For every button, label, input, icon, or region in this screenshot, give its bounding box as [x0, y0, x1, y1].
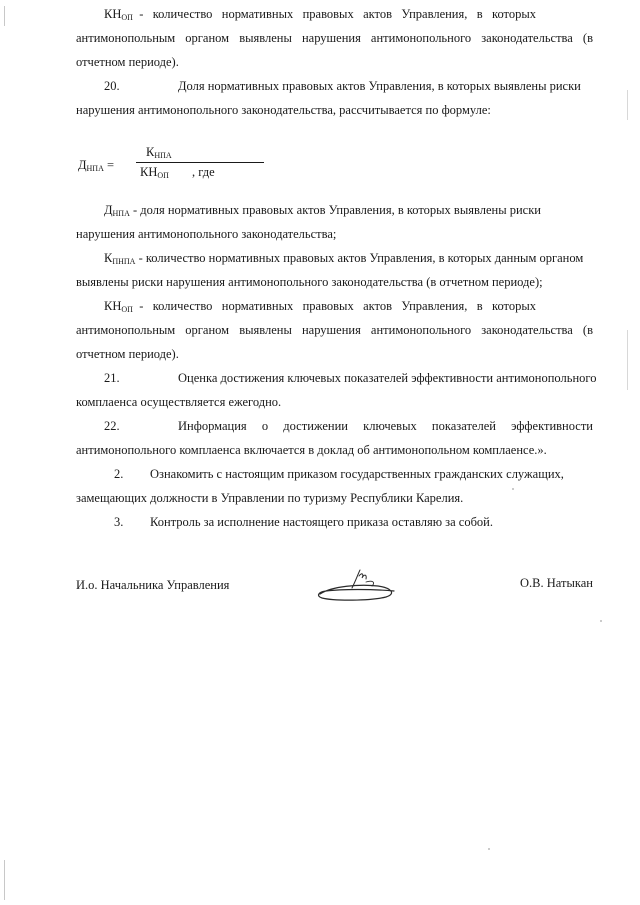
def2-line1: $К_{ПНПА}$ - количество нормативных правовых актов Управления, в которых данным органом: [104, 251, 584, 266]
p22-line1: [76, 418, 593, 434]
formula-denominator: $КН_{ОП}$: [140, 165, 169, 180]
signatory-position: И.о. Начальника Управления: [76, 578, 230, 592]
p21-line2: комплаенса осуществляется ежегодно.: [76, 395, 282, 409]
p20-line1: [76, 78, 593, 94]
text: Оценка достижения ключевых показателей эффективности антимонопольного: [178, 371, 597, 385]
fraction-bar: [136, 162, 264, 163]
formula-lhs: $Д_{НПА}$ =: [78, 158, 115, 173]
def2-line2: выявлены риски нарушения антимонопольного законодательства (в отчетном периоде);: [76, 275, 543, 289]
item3-line1: [76, 514, 593, 530]
def3-line2: антимонопольным органом выявлены нарушения антимонопольного законодательства (в: [76, 323, 593, 337]
formula-numerator: $К_{НПА}$: [146, 145, 172, 160]
paragraph-number: 3.: [114, 515, 124, 529]
def3-line1: $КН_{ОП}$ - количество нормативных правовых актов Управления, в которых: [104, 299, 536, 314]
paragraph-number: 22.: [104, 419, 120, 433]
scan-edge-mark: [4, 860, 5, 900]
handwritten-signature: [312, 566, 402, 610]
text: Контроль за исполнение настоящего приказа оставляю за собой.: [150, 515, 493, 529]
formula-where: , где: [192, 165, 215, 179]
paragraph-number: 20.: [104, 79, 120, 93]
scan-edge-mark: [4, 6, 5, 26]
scan-edge-mark: [627, 330, 628, 390]
text: Информация о достижении ключевых показателей эффективности: [178, 419, 593, 433]
symbol: КН: [104, 7, 122, 21]
scan-speck: [488, 848, 490, 850]
symbol-subscript: ОП: [121, 13, 133, 22]
formula: [78, 145, 298, 185]
text: Ознакомить с настоящим приказом государственных гражданских служащих,: [150, 467, 564, 481]
text: - количество нормативных правовых актов Управления, в которых: [132, 7, 536, 21]
p1-line1: [104, 6, 593, 22]
scan-edge-mark: [627, 90, 628, 120]
p20-line2: нарушения антимонопольного законодательства, рассчитывается по формуле:: [76, 103, 491, 117]
p21-line1: [76, 370, 597, 386]
scan-speck: [600, 620, 602, 622]
def1-line1: $Д_{НПА}$ - доля нормативных правовых актов Управления, в которых выявлены риски: [104, 203, 541, 218]
p1-line2: антимонопольным органом выявлены нарушения антимонопольного законодательства (в: [76, 31, 593, 45]
scan-speck: [512, 488, 514, 490]
item2-line2: замещающих должности в Управлении по туризму Республики Карелия.: [76, 491, 464, 505]
paragraph-number: 2.: [114, 467, 124, 481]
text: Доля нормативных правовых актов Управления, в которых выявлены риски: [178, 79, 581, 93]
p22-line2: антимонопольного комплаенса включается в доклад об антимонопольном комплаенсе.».: [76, 443, 547, 457]
p1-line3: отчетном периоде).: [76, 55, 179, 69]
def3-line3: отчетном периоде).: [76, 347, 179, 361]
def1-line2: нарушения антимонопольного законодательства;: [76, 227, 337, 241]
paragraph-number: 21.: [104, 371, 120, 385]
signatory-name: О.В. Натыкан: [520, 576, 593, 590]
item2-line1: [76, 466, 593, 482]
